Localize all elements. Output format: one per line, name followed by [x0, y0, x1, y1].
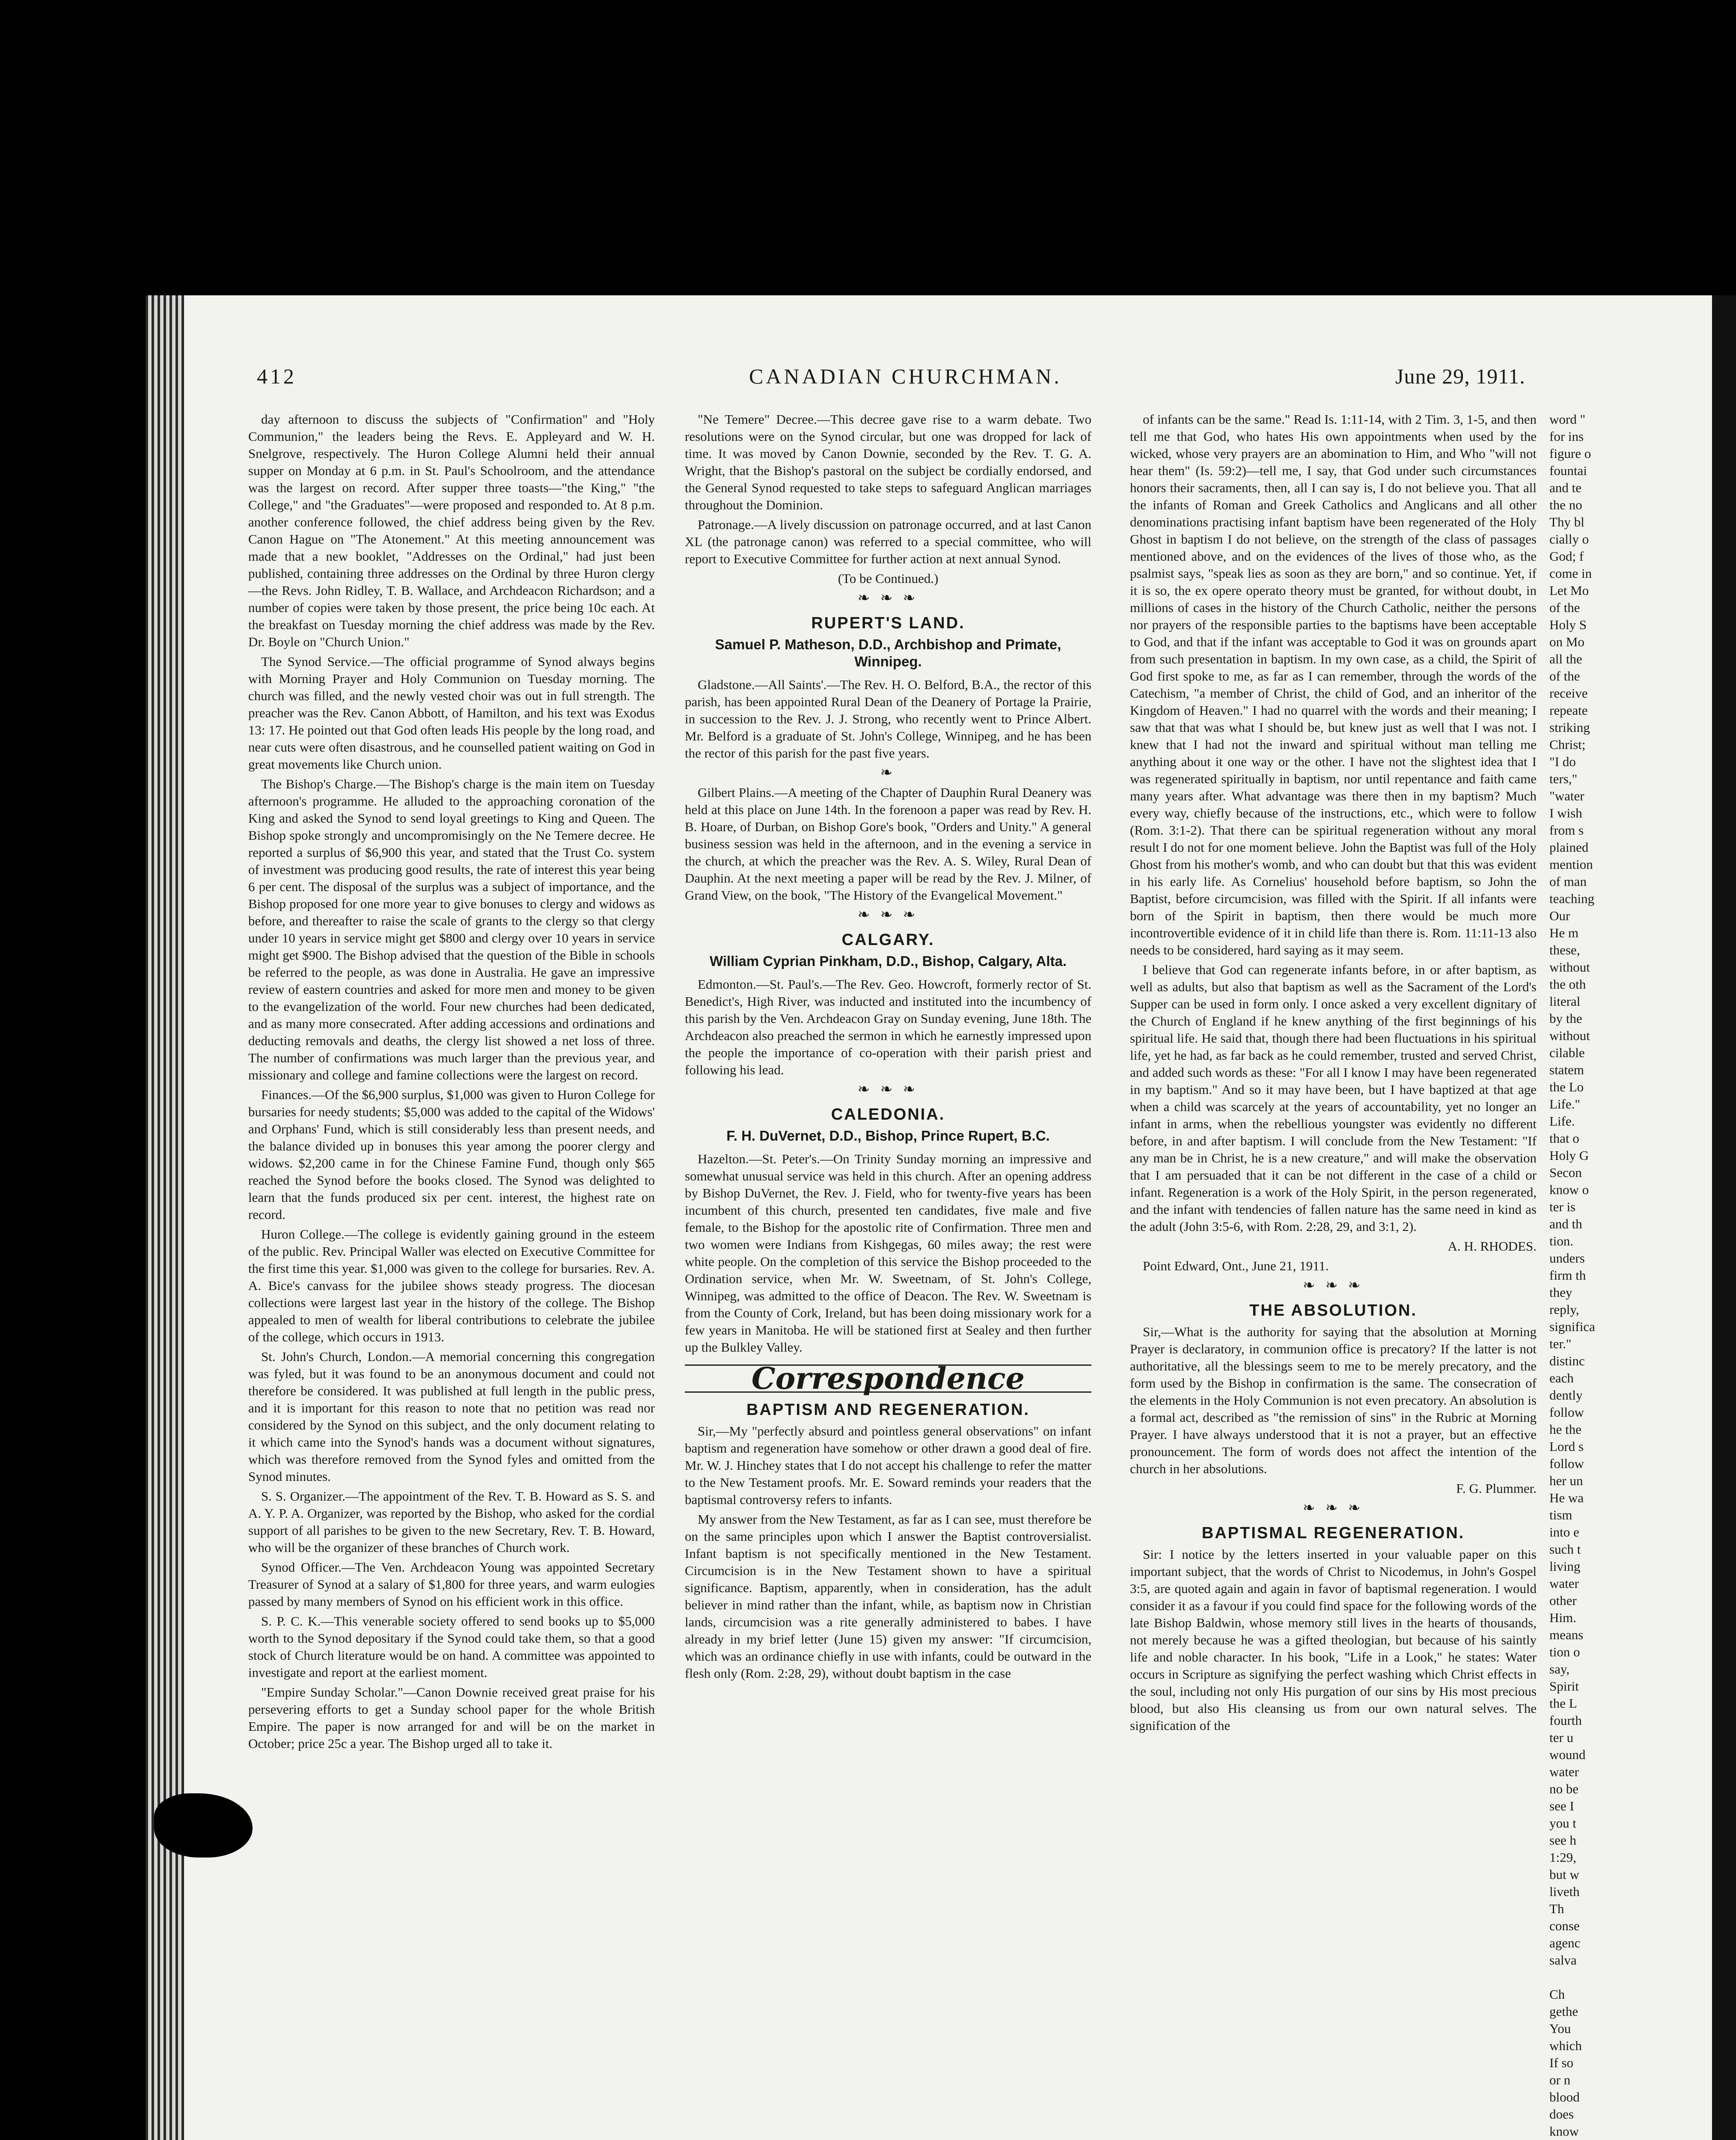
cutoff-line-fragment: ter u	[1549, 1730, 1573, 1745]
cutoff-line-fragment: Holy G	[1549, 1148, 1589, 1163]
cutoff-line-fragment: ter."	[1549, 1336, 1572, 1351]
cutoff-line-fragment: Christ;	[1549, 737, 1586, 752]
cutoff-line-fragment: that o	[1549, 1131, 1579, 1146]
cutoff-line-fragment: Life."	[1549, 1097, 1581, 1112]
column-4-cutoff	[1549, 411, 1708, 2139]
letter-heading-baptism: BAPTISM AND REGENERATION.	[746, 1401, 1030, 1419]
cutoff-line-fragment: does	[1549, 2107, 1574, 2122]
cutoff-line-fragment	[1549, 1969, 1708, 1986]
letter-heading-absolution: THE ABSOLUTION.	[1249, 1302, 1417, 1320]
cutoff-line-fragment: no be	[1549, 1781, 1579, 1796]
column-1	[248, 411, 655, 2123]
cutoff-line-fragment: God; f	[1549, 549, 1584, 564]
article-paragraph: Patronage.—A lively discussion on patronage occurred, and at last Canon XL (the patronage canon) was referred to a special committee, who will report to Executive Committee for further action at next annual Synod.	[685, 517, 1091, 566]
cutoff-line-fragment: follow	[1549, 1456, 1584, 1471]
cutoff-line-fragment: which	[1549, 2038, 1582, 2053]
cutoff-line-fragment: repeate	[1549, 703, 1588, 718]
letter-dateline: Point Edward, Ont., June 21, 1911.	[1143, 1258, 1329, 1273]
cutoff-line-fragment: her un	[1549, 1473, 1583, 1488]
article-paragraph: The Bishop's Charge.—The Bishop's charge is the main item on Tuesday afternoon's programme. He alluded to the approaching coronation of the King and asked the Synod to send loyal greetings to King and Queen. The Bishop spoke strongly and uncompromisingly on the Ne Temere decree. He reported a surplus of $6,900 this year, and stated that the Trust Co. system of investment was producing good results, the rate of interest this year being 6 per cent. The disposal of the surplus was a subject of importance, and the Bishop proposed for one more year to give bonuses to clergy and widows as before, and thereafter to raise the scale of grants to the clergy so that clergy under 10 years in service might get $800 and clergy over 10 years in service might get $900. The Bishop advised that the question of the Bible in schools be referred to the people, as was done in Australia. He gave an impressive review of eastern countries and asked for more men and money to be given to the evangelization of the world. Four new churches had been dedicated, and as many more consecrated. After adding accessions and ordinations and deducting removals and deaths, the clergy list showed a net loss of three. The number of confirmations was much larger than the previous year, and missionary and college and famine collections were the largest on record.	[248, 776, 655, 1082]
cutoff-line-fragment: means	[1549, 1627, 1584, 1642]
cutoff-line-fragment: and te	[1549, 480, 1581, 495]
cutoff-line-fragment: the L	[1549, 1696, 1577, 1711]
cutoff-line-fragment: significa	[1549, 1319, 1595, 1334]
article-paragraph: Hazelton.—St. Peter's.—On Trinity Sunday morning an impressive and somewhat unusual service was held in this church. After an opening address by Bishop DuVernet, the Rev. J. Field, who for twenty-five years has been incumbent of this church, presented ten candidates, five male and five female, to the Bishop for the apostolic rite of Confirmation. Three men and two women were Indians from Kishgegas, 60 miles away; the rest were white people. On the completion of this service the Bishop proceeded to the Ordination service, when Mr. W. Sweetnam, of St. John's College, Winnipeg, was admitted to the office of Deacon. The Rev. W. Sweetnam is from the County of Cork, Ireland, but has been doing missionary work for a few years in Manitoba. He will be stationed first at Sealey and then further up the Bulkley Valley.	[685, 1151, 1091, 1355]
cutoff-line-fragment: 1:29,	[1549, 1850, 1576, 1865]
ornament-divider: ❧ ❧ ❧	[857, 590, 919, 606]
cutoff-line-fragment: ter is	[1549, 1199, 1576, 1214]
article-paragraph: "Ne Temere" Decree.—This decree gave rise to a warm debate. Two resolutions were on the Synod circular, but one was dropped for lack of time. It was moved by Canon Downie, seconded by the Rev. T. G. A. Wright, that the Bishop's pastoral on the subject be cordially endorsed, and the General Synod requested to take steps to safeguard Anglican marriages throughout the Dominion.	[685, 412, 1091, 512]
cutoff-line-fragment: of the	[1549, 669, 1580, 684]
ornament-divider: ❧ ❧ ❧	[857, 1082, 919, 1097]
cutoff-line-fragment: these,	[1549, 942, 1580, 957]
cutoff-line-fragment: cially o	[1549, 532, 1589, 547]
cutoff-line-fragment: from s	[1549, 823, 1584, 838]
cutoff-line-fragment: see h	[1549, 1833, 1576, 1848]
cutoff-line-fragment: conse	[1549, 1918, 1580, 1933]
cutoff-line-fragment: Secon	[1549, 1165, 1582, 1180]
cutoff-line-fragment: tion.	[1549, 1233, 1573, 1248]
cutoff-line-fragment: gethe	[1549, 2004, 1578, 2019]
correspondence-banner: Correspondence	[685, 1364, 1091, 1393]
cutoff-line-fragment: know o	[1549, 1182, 1589, 1197]
cutoff-line-fragment: say,	[1549, 1661, 1570, 1676]
cutoff-line-fragment: blood	[1549, 2089, 1580, 2104]
article-paragraph: Gladstone.—All Saints'.—The Rev. H. O. Belford, B.A., the rector of this parish, has been appointed Rural Dean of the Deanery of Portage la Prairie, in succession to the Rev. J. J. Strong, who recently went to Prince Albert. Mr. Belford is a graduate of St. John's College, Winnipeg, and he has been the rector of this parish for the past five years.	[685, 677, 1091, 761]
cutoff-line-fragment: the no	[1549, 497, 1582, 512]
article-paragraph: Finances.—Of the $6,900 surplus, $1,000 was given to Huron College for bursaries for needy students; $5,000 was added to the capital of the Widows' and Orphans' Fund, which is still considerably less than present needs, and the balance divided up in bonuses this year among the poorer clergy and widows. $2,200 came in for the Chinese Famine Fund, though only $65 reached the Synod before the books closed. The Synod was delighted to learn that the funds produced six per cent. interest, the highest rate on record.	[248, 1087, 655, 1222]
article-paragraph: day afternoon to discuss the subjects of "Confirmation" and "Holy Communion," the leaders being the Revs. E. Appleyard and W. H. Snelgrove, respectively. The Huron College Alumni held their annual supper on Monday at 6 p.m. in St. Paul's Schoolroom, and the attendance was the largest on record. After supper three toasts—"the King," "the College," and "the Graduates"—were proposed and responded to. At 8 p.m. another conference followed, the chief address being given by the Rev. Canon Hague on "The Atonement." At this meeting announcement was made that a new booklet, "Addresses on the Ordinal," had just been published, containing three addresses on the Ordinal by three Huron clergy—the Revs. John Ridley, T. B. Wallace, and Archdeacon Richardson; and a number of copies were taken by those present, the price being 10c each. At the breakfast on Tuesday morning the chief address was made by the Rev. Dr. Boyle on "Church Union."	[248, 412, 655, 649]
article-paragraph: "Empire Sunday Scholar."—Canon Downie received great praise for his persevering efforts to get a Sunday school paper for the whole British Empire. The paper is now arranged for and will be on the market in October; price 25c a year. The Bishop urged all to take it.	[248, 1685, 655, 1751]
article-paragraph: My answer from the New Testament, as far as I can see, must therefore be on the same principles upon which I answer the Baptist controversialist. Infant baptism is not specifically mentioned in the New Testament. Circumcision is in the New Testament shown to have a spiritual significance. Baptism, apparently, when in consideration, has the adult believer in mind rather than the infant, while, as baptism now in Christian lands, circumcision was a rite generally administered to babes. I have already in my brief letter (June 15) given my answer: "If circumcision, which was an ordinance chiefly in use with infants, could be outward in the flesh only (Rom. 2:28, 29), without doubt baptism in the case	[685, 1512, 1091, 1681]
section-heading-calgary: CALGARY.	[841, 931, 935, 949]
cutoff-line-fragment: Him.	[1549, 1610, 1576, 1625]
section-heading-caledonia: CALEDONIA.	[831, 1106, 945, 1124]
cutoff-line-fragment: come in	[1549, 566, 1592, 581]
bishop-byline: Samuel P. Matheson, D.D., Archbishop and Primate, Winnipeg.	[715, 636, 1061, 669]
bishop-byline: William Cyprian Pinkham, D.D., Bishop, Calgary, Alta.	[709, 953, 1067, 969]
cutoff-line-fragment: water	[1549, 1764, 1579, 1779]
cutoff-line-fragment: you t	[1549, 1816, 1576, 1831]
column-2	[685, 411, 1091, 2123]
cutoff-line-fragment: into e	[1549, 1525, 1579, 1540]
cutoff-line-fragment: living	[1549, 1559, 1581, 1574]
page-header	[257, 364, 1541, 398]
cutoff-line-fragment: "I do	[1549, 754, 1576, 769]
cutoff-line-fragment: You	[1549, 2021, 1571, 2036]
cutoff-line-fragment: they	[1549, 1285, 1573, 1300]
page-edge-binding	[146, 295, 184, 2140]
cutoff-line-fragment: on Mo	[1549, 634, 1584, 649]
cutoff-line-fragment: such t	[1549, 1542, 1581, 1557]
page-number: 412	[257, 364, 297, 388]
cutoff-line-fragment: striking	[1549, 720, 1590, 735]
article-paragraph: Sir: I notice by the letters inserted in your valuable paper on this important subject, that the words of Christ to Nicodemus, in John's Gospel 3:5, are quoted again and again in favor of baptismal regeneration. I would consider it as a favour if you could find space for the following words of the late Bishop Baldwin, whose memory still lives in the hearts of thousands, not merely because he was a gifted theologian, but because of his saintly life and noble character. In his book, "Life in a Look," he states: Water occurs in Scripture as signifying the perfect washing which Christ effects in the soul, including not only His purgation of our sins by His most precious blood, but also His cleansing us from our own natural selves. The signification of the	[1130, 1547, 1537, 1733]
cutoff-line-fragment: salva	[1549, 1953, 1577, 1968]
cutoff-line-fragment: I wish	[1549, 805, 1582, 820]
section-heading-ruperts-land: RUPERT'S LAND.	[811, 614, 965, 632]
letter-heading-baptismal-regeneration: BAPTISMAL REGENERATION.	[1201, 1524, 1465, 1542]
cutoff-line-fragment: Ch	[1549, 1987, 1565, 2002]
cutoff-line-fragment: agenc	[1549, 1935, 1581, 1950]
cutoff-line-fragment: dently	[1549, 1388, 1583, 1403]
cutoff-line-fragment: Our	[1549, 908, 1570, 923]
cutoff-line-fragment: teaching	[1549, 891, 1595, 906]
cutoff-line-fragment: He wa	[1549, 1490, 1584, 1505]
article-paragraph: Gilbert Plains.—A meeting of the Chapter of Dauphin Rural Deanery was held at this place on June 14th. In the forenoon a paper was read by Rev. H. B. Hoare, of Durban, on Bishop Gore's book, "Orders and Unity." A general business session was held in the afternoon, and in the evening a service in the church, at which the preacher was the Rev. A. S. Wiley, Rural Dean of Dauphin. At the next meeting a paper will be read by the Rev. J. Milner, of Grand View, on the book, "The History of the Evangelical Movement."	[685, 785, 1091, 903]
cutoff-line-fragment: Thy bl	[1549, 514, 1584, 529]
cutoff-line-fragment: tism	[1549, 1507, 1573, 1522]
cutoff-line-fragment: the oth	[1549, 977, 1586, 992]
cutoff-line-fragment: without	[1549, 960, 1590, 975]
article-paragraph: of infants can be the same." Read Is. 1:11-14, with 2 Tim. 3, 1-5, and then tell me that God, who hates His own appointments when used by the wicked, whose very prayers are an abomination to Him, and Who "will not hear them" (Is. 59:2)—tell me, I say, that God under such circumstances honors their sacraments, then, all I can say is, I do not believe you. That all the infants of Roman and Greek Catholics and Anglicans and all other denominations practising infant baptism have been regenerated of the Holy Ghost in baptism I do not believe, on the strength of the class of passages mentioned above, and on the evidences of the lives of those who, as the psalmist says, "speak lies as soon as they are born," and so continue. Yet, if it is so, the ex opere operato theory must be granted, for without doubt, in millions of cases in the history of the Church Catholic, neither the persons nor prayers of the responsible parties to the baptisms have been acceptable to God, and that if the infant was acceptable to God it was on grounds apart from such presentation in baptism. In my own case, as a child, the Spirit of God first spoke to me, as far as I can remember, through the words of the Catechism, "a member of Christ, the child of God, and an inheritor of the Kingdom of Heaven." I had no quarrel with the words and their meaning; I saw that that was what I should be, but knew just as well that I was not. I knew that I had not the inward and spiritual without man telling me anything about it one way or the other. I have not the slightest idea that I was regenerated spiritually in baptism, nor until repentance and faith came many years after. What advantage was there then in my baptism? Much every way, chiefly because of the instructions, etc., which were to follow (Rom. 3:1-2). That there can be spiritual regeneration without any moral result I do not for one moment believe. John the Baptist was full of the Holy Ghost from his mother's womb, and who can doubt but that this was evident in his early life. As Cornelius' household before baptism, so John the Baptist, before circumcision, was filled with the Spirit. If all infants were born of the Spirit in baptism, then there would be much more incontrovertible evidence of it in child life than there is. Rom. 11:11-13 also needs to be considered, hard saying as it may seem.	[1130, 412, 1537, 957]
cutoff-line-fragment: he the	[1549, 1422, 1581, 1437]
column-3	[1130, 411, 1537, 2123]
article-paragraph: Huron College.—The college is evidently gaining ground in the esteem of the public. Rev. Principal Waller was elected on Executive Committee for the first time this year. $1,000 was given to the college for bursaries. Rev. A. A. Bice's canvass for the jubilee shows steady progress. The diocesan collections were largest last year in the history of the college. The Bishop appealed to men of wealth for liberal contributions to celebrate the jubilee of the college, which occurs in 1913.	[248, 1227, 655, 1344]
article-paragraph: Sir,—What is the authority for saying that the absolution at Morning Prayer is declaratory, in communion office is precatory? If the latter is not authoritative, all the blessings seem to me to be merely precatory, and the form used by the Bishop in confirmation is the same. The consecration of the elements in the Holy Communion is not even precatory. An absolution is a formal act, described as "the remission of sins" in the Rubric at Morning Prayer. I have always understood that it is not a prayer, but an effective pronouncement. The form of words does not affect the intention of the church in her absolutions.	[1130, 1324, 1537, 1476]
cutoff-line-fragment: tion o	[1549, 1644, 1580, 1659]
cutoff-line-fragment: fourth	[1549, 1713, 1582, 1728]
article-paragraph: Edmonton.—St. Paul's.—The Rev. Geo. Howcroft, formerly rector of St. Benedict's, High River, was inducted and instituted into the incumbency of this parish by the Ven. Archdeacon Gray on Sunday evening, June 18th. The Archdeacon also preached the sermon in which he earnestly impressed upon the people the importance of co-operation with their parish priest and following his lead.	[685, 977, 1091, 1077]
cutoff-line-fragment: statem	[1549, 1062, 1584, 1077]
cutoff-line-fragment: cilable	[1549, 1045, 1585, 1060]
article-paragraph: St. John's Church, London.—A memorial concerning this congregation was fyled, but it was found to be an anonymous document and could not therefore be considered. It was published at full length in the public press, and it is important for this reason to note that no petition was read nor considered by the Synod on this subject, and the only document relating to it which came into the Synod's hands was a document without signatures, which was therefore removed from the Synod fyles and omitted from the Synod minutes.	[248, 1349, 655, 1484]
cutoff-line-fragment: by the	[1549, 1011, 1582, 1026]
cutoff-line-fragment: firm th	[1549, 1268, 1586, 1283]
cutoff-line-fragment: Spirit	[1549, 1679, 1579, 1694]
ornament-divider: ❧ ❧ ❧	[1302, 1278, 1364, 1293]
cutoff-line-fragment: or n	[1549, 2072, 1571, 2087]
ornament-divider: ❧	[880, 765, 896, 781]
cutoff-line-fragment: and th	[1549, 1216, 1582, 1231]
cutoff-line-fragment: of the	[1549, 600, 1580, 615]
cutoff-line-fragment: literal	[1549, 994, 1581, 1009]
bishop-byline: F. H. DuVernet, D.D., Bishop, Prince Rupert, B.C.	[726, 1128, 1050, 1144]
publication-title: CANADIAN CHURCHMAN.	[749, 364, 1062, 388]
article-paragraph: Synod Officer.—The Ven. Archdeacon Young was appointed Secretary Treasurer of Synod at a salary of $1,800 for three years, and warm eulogies passed by many members of Synod on his efficient work in this office.	[248, 1560, 655, 1609]
cutoff-line-fragment: each	[1549, 1370, 1574, 1385]
ornament-divider: ❧ ❧ ❧	[857, 907, 919, 923]
cutoff-line-fragment: If so	[1549, 2055, 1573, 2070]
cutoff-line-fragment: Let Mo	[1549, 583, 1589, 598]
cutoff-line-fragment: receive	[1549, 686, 1588, 701]
article-paragraph: S. P. C. K.—This venerable society offered to send books up to $5,000 worth to the Synod depositary if the Synod could take them, so that a good stock of Church literature would be on hand. A committee was appointed to investigate and report at the earliest moment.	[248, 1614, 655, 1680]
cutoff-line-fragment: water	[1549, 1576, 1579, 1591]
cutoff-line-fragment: for ins	[1549, 429, 1584, 444]
cutoff-line-fragment: see I	[1549, 1798, 1574, 1813]
article-paragraph: I believe that God can regenerate infants before, in or after baptism, as well as adults, but also that baptism as well as the Sacrament of the Lord's Supper can be used in form only. I once asked a very excellent dignitary of the Church of England if he knew anything of the first beginnings of his spiritual life. He said that, though there had been fluctuations in his spiritual life, yet he had, as far back as he could remember, trusted and served Christ, and added such words as these: "For all I know I may have been regenerated in my baptism." And so it may have been, but I have baptized at that age when a child was scarcely at the years of accountability, yet no longer an infant in arms, when the rebellious youngster was evidently no different before, in and after baptism. I will conclude from the New Testament: "If any man be in Christ, he is a new creature," and will make the observation that I am persuaded that it can be not different in the case of a child or infant. Regeneration is a work of the Holy Spirit, in the person regenerated, and the infant with tendencies of fallen nature has the same need in kind as the adult (John 3:5-6, with Rom. 2:28, 29, and 3:1, 2).	[1130, 962, 1537, 1234]
cutoff-line-fragment: liveth	[1549, 1884, 1580, 1899]
cutoff-line-fragment: wound	[1549, 1747, 1586, 1762]
cutoff-line-fragment: plained	[1549, 840, 1589, 855]
cutoff-line-fragment: ters,"	[1549, 771, 1578, 786]
cutoff-line-fragment: Lord s	[1549, 1439, 1584, 1454]
continued-note: (To be Continued.)	[838, 571, 939, 586]
cutoff-line-fragment: "water	[1549, 788, 1584, 803]
article-paragraph: The Synod Service.—The official programme of Synod always begins with Morning Prayer and Holy Communion on Tuesday morning. The church was filled, and the newly vested choir was out in full strength. The preacher was the Rev. Canon Abbott, of Hamilton, and his text was Exodus 13: 17. He pointed out that God often leads His people by the long road, and near cuts were often disastrous, and he counselled patient waiting on God in great movements like Church union.	[248, 654, 655, 772]
cutoff-line-fragment: the Lo	[1549, 1079, 1584, 1094]
cutoff-line-fragment: of man	[1549, 874, 1587, 889]
cutoff-line-fragment: Holy S	[1549, 617, 1587, 632]
cutoff-line-fragment: figure o	[1549, 446, 1591, 461]
article-paragraph: Sir,—My "perfectly absurd and pointless general observations" on infant baptism and regeneration have somehow or other drawn a good deal of fire. Mr. W. J. Hinchey states that I do not accept his challenge to refer the matter to the New Testament proofs. Mr. E. Soward reminds your readers that the baptismal controversy refers to infants.	[685, 1424, 1091, 1507]
cutoff-line-fragment: fountai	[1549, 463, 1587, 478]
cutoff-line-fragment: all the	[1549, 651, 1582, 666]
cutoff-line-fragment: mention	[1549, 857, 1593, 872]
cutoff-line-fragment: unders	[1549, 1251, 1585, 1266]
cutoff-line-fragment: reply,	[1549, 1302, 1579, 1317]
cutoff-line-fragment: other	[1549, 1593, 1577, 1608]
cutoff-line-fragment: but w	[1549, 1867, 1579, 1882]
scan-border	[1712, 295, 1736, 2140]
cutoff-line-fragment: distinc	[1549, 1353, 1585, 1368]
letter-signature: A. H. RHODES.	[1448, 1239, 1537, 1254]
cutoff-line-fragment: Th	[1549, 1901, 1564, 1916]
cutoff-line-fragment: without	[1549, 1028, 1590, 1043]
cutoff-line-fragment: He m	[1549, 925, 1579, 940]
article-paragraph: S. S. Organizer.—The appointment of the Rev. T. B. Howard as S. S. and A. Y. P. A. Organizer, was reported by the Bishop, who asked for the cordial support of all parishes to be given to the new Secretary, Rev. T. B. Howard, who will be the organizer of these branches of Church work.	[248, 1489, 655, 1555]
ornament-divider: ❧ ❧ ❧	[1302, 1500, 1364, 1516]
issue-date: June 29, 1911.	[1395, 364, 1525, 388]
cutoff-line-fragment: follow	[1549, 1405, 1584, 1420]
cutoff-line-fragment: know	[1549, 2124, 1579, 2139]
letter-signature: F. G. Plummer.	[1456, 1481, 1537, 1496]
cutoff-line-fragment: Life.	[1549, 1114, 1575, 1129]
cutoff-line-fragment: word "	[1549, 412, 1586, 427]
